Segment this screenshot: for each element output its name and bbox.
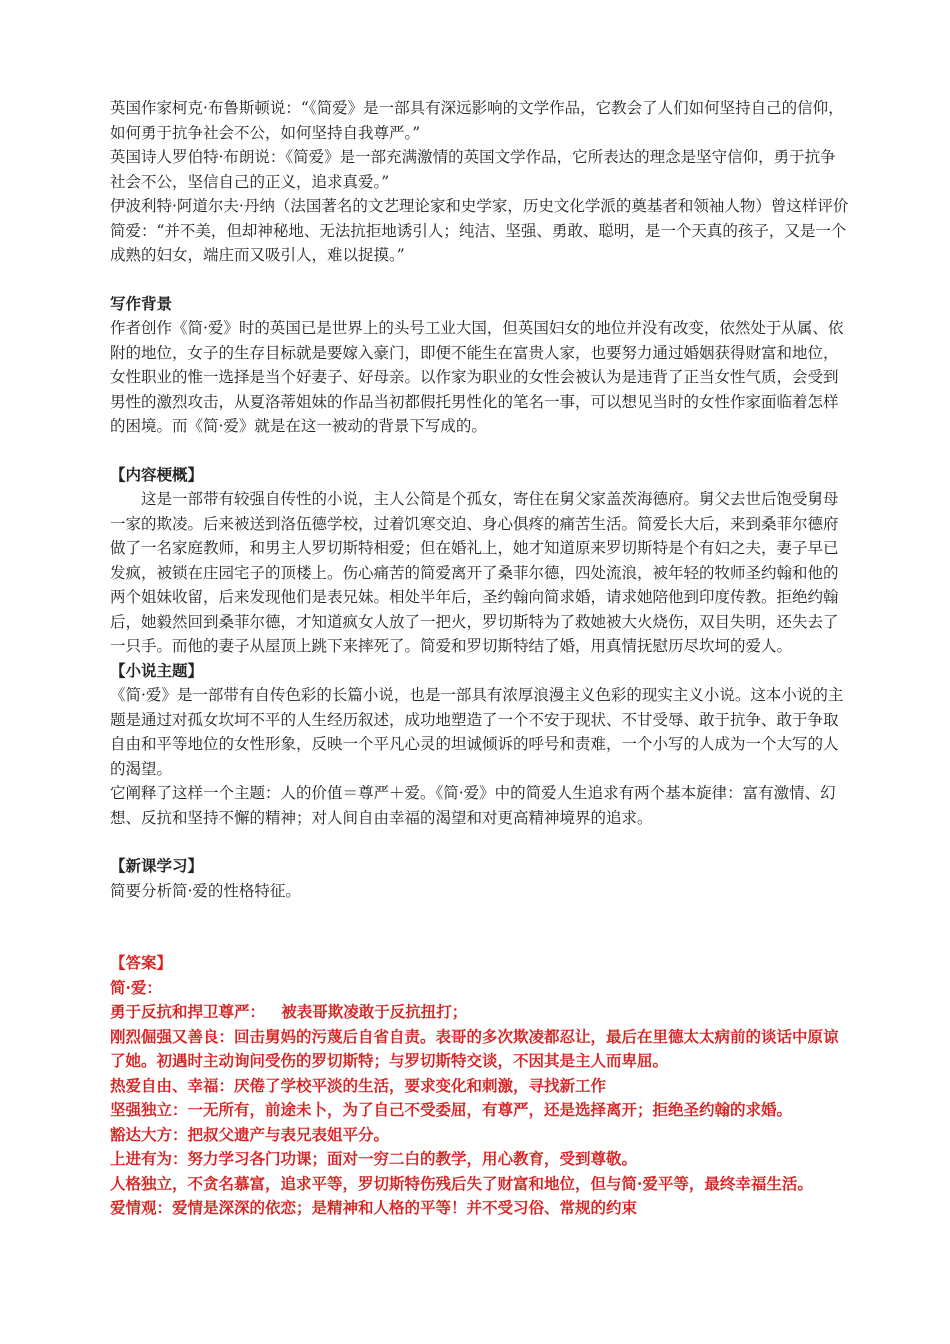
document-page: [110, 96, 850, 1221]
answer-line: 爱情观：爱情是深深的依恋；是精神和人格的平等！并不受习俗、常规的约束: [110, 1198, 638, 1217]
theme-paragraph-2: 它阐释了这样一个主题：人的价值＝尊严＋爱。《简·爱》中的简爱人生追求有两个基本旋律：富有激情、幻想、反抗和坚持不懈的精神；对人间自由幸福的渴望和对更高精神境界的追求。: [110, 784, 836, 827]
answer-line: 坚强独立：一无所有，前途未卜，为了自己不受委屈，有尊严，还是选择离开；拒绝圣约翰的求婚。: [110, 1100, 793, 1119]
lesson-heading: 【新课学习】: [110, 856, 204, 875]
answer-line: 上进有为：努力学习各门功课；面对一穷二白的教学，用心教育，受到尊敬。: [110, 1149, 638, 1168]
review-kirk: 英国作家柯克·布鲁斯顿说：“《简爱》是一部具有深远影响的文学作品，它教会了人们如何坚持自己的信仰，如何勇于抗争社会不公，如何坚持自我尊严。”: [110, 99, 844, 142]
answer-line: 豁达大方：把叔父遗产与表兄表姐平分。: [110, 1124, 390, 1144]
background-text: 作者创作《简·爱》时的英国已是世界上的头号工业大国，但英国妇女的地位并没有改变，依然处于从属、依附的地位，女子的生存目标就是要嫁入豪门，即便不能生在富贵人家，也要努力通过婚姻获得财富和地位，女性职业的惟一选择是当个好妻子、好母亲。以作家为职业的女性会被认为是违背了正当女性气质，会受到男性的激烈攻击，从夏洛蒂姐妹的作品当初都假托男性化的笔名一事，可以想见当时的女性作家面临着怎样的困境。而《简·爱》就是在这一被动的背景下写成的。: [110, 319, 844, 435]
synopsis-heading: 【内容梗概】: [110, 464, 204, 484]
answer-line: 热爱自由、幸福：厌倦了学校平淡的生活，要求变化和刺激，寻找新工作: [110, 1075, 607, 1095]
review-taine: 伊波利特·阿道尔夫·丹纳（法国著名的文艺理论家和史学家，历史文化学派的奠基者和领袖人物）曾这样评价简爱：“并不美，但却神秘地、无法抗拒地诱引人；纯洁、坚强、勇敢、聪明，是一个天真的孩子，又是一个成熟的妇女，端庄而又吸引人，难以捉摸。”: [110, 197, 849, 264]
answer-heading: 【答案】: [110, 953, 173, 972]
review-robert: 英国诗人罗伯特·布朗说：《简爱》是一部充满激情的英国文学作品，它所表达的理念是坚守信仰，勇于抗争社会不公，坚信自己的正义，追求真爱。”: [110, 148, 836, 191]
background-heading: 写作背景: [110, 293, 173, 313]
lesson-task: 简要分析简·爱的性格特征。: [110, 881, 301, 900]
answer-name: 简·爱：: [110, 977, 162, 997]
answer-line: 人格独立，不贪名慕富，追求平等，罗切斯特伤残后失了财富和地位，但与简·爱平等，最终幸福生活。: [110, 1173, 813, 1193]
synopsis-text: 这是一部带有较强自传性的小说，主人公简是个孤女，寄住在舅父家盖茨海德府。舅父去世后饱受舅母一家的欺凌。后来被送到洛伍德学校，过着饥寒交迫、身心俱疼的痛苦生活。简爱长大后，来到桑菲尔德府做了一名家庭教师，和男主人罗切斯特相爱；但在婚礼上，她才知道原来罗切斯特是个有妇之夫，妻子早已发疯，被锁在庄园宅子的顶楼上。伤心痛苦的简爱离开了桑菲尔德，四处流浪，被年轻的牧师圣约翰和他的两个姐妹收留，后来发现他们是表兄妹。相处半年后，圣约翰向简求婚，请求她陪他到印度传教。拒绝约翰后，她毅然回到桑菲尔德，才知道疯女人放了一把火，罗切斯特为了救她被大火烧伤，双目失明，还失去了一只手。而他的妻子从屋顶上跳下来摔死了。简爱和罗切斯特结了婚，用真情抚慰历尽坎坷的爱人。: [110, 490, 839, 655]
theme-heading: 【小说主题】: [110, 660, 204, 680]
answer-line: 勇于反抗和捍卫尊严： 被表哥欺凌敢于反抗扭打；: [110, 1002, 468, 1021]
theme-paragraph-1: 《简·爱》是一部带有自传色彩的长篇小说，也是一部具有浓厚浪漫主义色彩的现实主义小说。这本小说的主题是通过对孤女坎坷不平的人生经历叙述，成功地塑造了一个不安于现状、不甘受辱、敢于抗争、敢于争取自由和平等地位的女性形象，反映一个平凡心灵的坦诚倾诉的呼号和责难，一个小写的人成为一个大写的人的渴望。: [110, 686, 844, 778]
answer-line: 刚烈倔强又善良：回击舅妈的污蔑后自省自责。表哥的多次欺凌都忍让，最后在里德太太病前的谈话中原谅了她。初遇时主动询问受伤的罗切斯特；与罗切斯特交谈，不因其是主人而卑屈。: [110, 1026, 839, 1070]
